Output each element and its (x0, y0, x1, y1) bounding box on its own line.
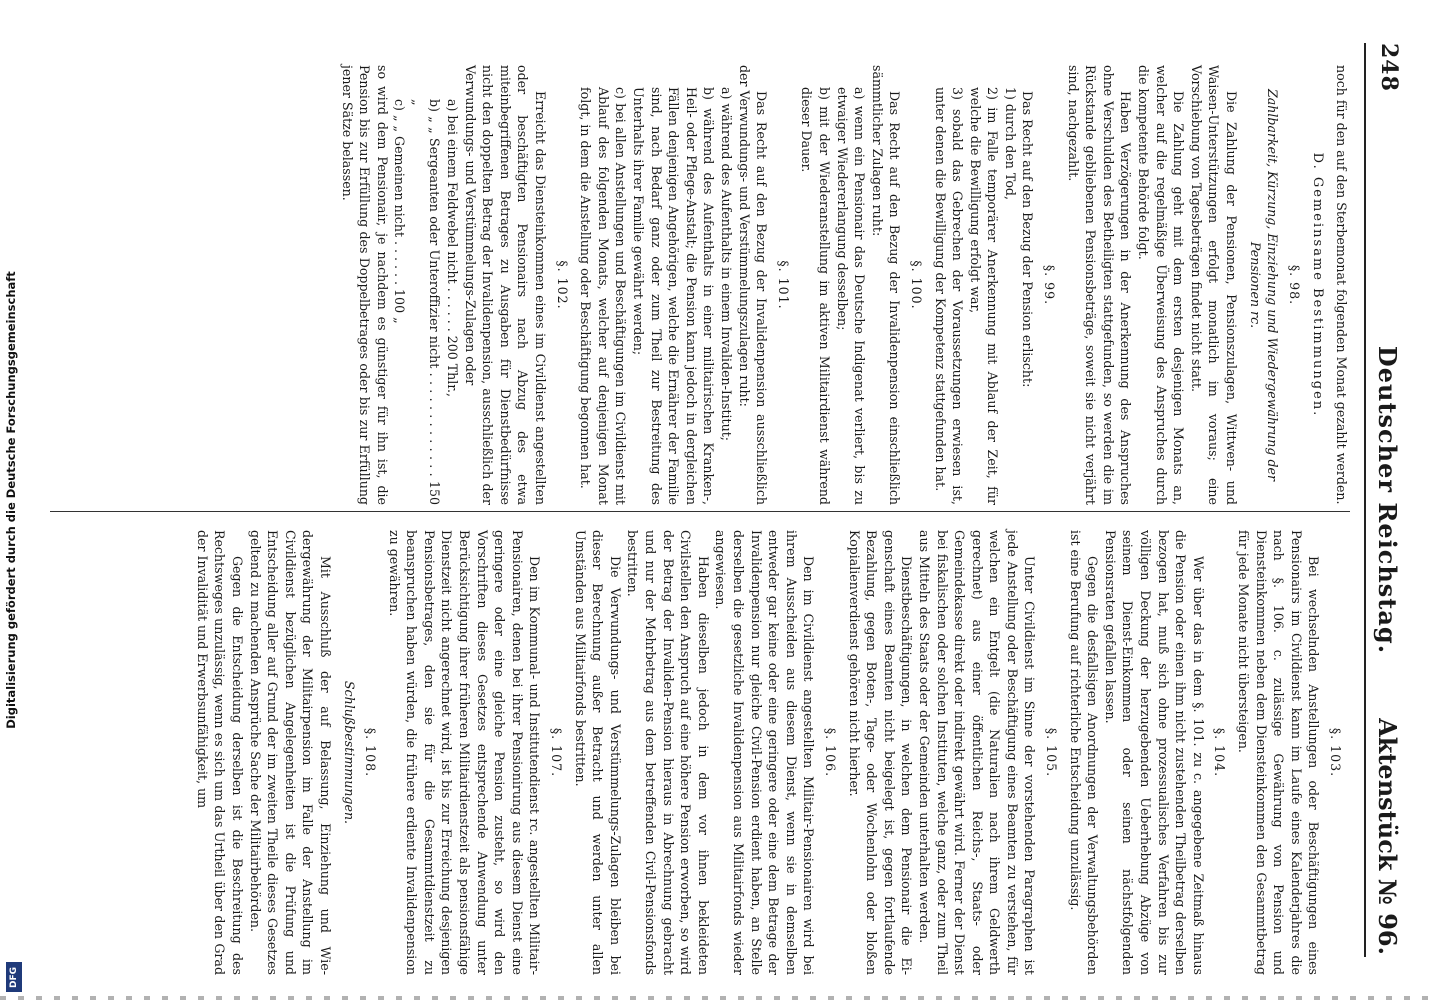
column-divider (50, 511, 1350, 512)
list-item: a) bei einem Feldwebel nicht . . . . . . 200 Thlr., (445, 99, 461, 397)
paragraph-text: Erreicht das Diensteinkommen eines im Civildienst angestellten oder beschäftigten Pensionairs nach Abzug des etwa miteinbegriffenen Betrages zu Ausgaben für Dienstbedürfnisse nicht den doppelten Betrag der Invalidenpension, ausschließlich der Verwundungs- und Verstümmelungs-Zulagen oder (462, 65, 549, 505)
header-rule (1363, 43, 1366, 957)
list-item: a) während des Aufenthalts in einem Invaliden-Institut; (719, 87, 734, 442)
paragraph-text: Gegen die Entscheidung derselben ist die Beschreitung des Rechtsweges unzulässig, wenn es sich um das Urtheil über den Grad der Invalidität und Erwerbsunfähigkeit, um (194, 530, 245, 975)
list-item: b) „ „ Sergeanten oder Unteroffizier nicht . . . . . . . . . . . . . 150 „ (409, 99, 443, 505)
paragraph-text: Das Recht auf den Bezug der Invalidenpension ausschließlich der Verwundungs- und Verstümmelungszulagen ruht: (736, 65, 770, 505)
paragraph-title: §. 106. (822, 727, 838, 778)
paragraph-title: §. 104. (1212, 727, 1228, 778)
document-page (26, 25, 1406, 975)
paragraph-text: so wird dem Pensionair, je nachdem es günstiger für ihn ist, die Pension bis zur Erfüllung des Doppelbetrages oder bis zur Erfüllung jener Sätze belassen. (339, 65, 390, 505)
list-item: a) wenn ein Pensionair das Deutsche Indigenat verliert, bis zu etwaiger Wiedererlangung desselben; (834, 87, 868, 505)
section-heading: D. Gemeinsame Bestimmungen. (1310, 152, 1326, 418)
digitization-credit: Digitalisierung gefördert durch die Deutsche Forschungsgemeinschaft (4, 271, 18, 729)
page-number: 248 (1376, 43, 1402, 92)
right-column (193, 530, 1350, 975)
list-item: 2) im Falle temporärer Anerkennung mit Ablauf der Zeit, für welche die Bewilligung erfolgt war, (967, 87, 1001, 505)
rotated-page (26, 25, 1406, 975)
paragraph-title: §. 100. (908, 260, 924, 310)
list-item: c) „ „ Gemeinen nicht . . . . . . 100 „ (392, 99, 408, 324)
intro-text: noch für den auf den Sterbemonat folgenden Monat gezahlt werden. (1334, 65, 1349, 505)
paragraph-text: Haben dieselben jedoch in dem vor ihnen bekleideten Civilstellen den Anspruch auf eine höhere Pension erworben, so wird der Betrag der Invaliden-Pension hieraus in Abrechnung gebracht und nur der Mehrbetrag aus dem betreffenden Civil-Pensionsfonds bestritten. (625, 530, 711, 975)
paragraph-title: §. 105. (1044, 727, 1060, 778)
paragraph-title: §. 98. (1286, 264, 1302, 306)
paragraph-text: Bei wechselnden Anstellungen oder Beschäftigungen eines Pensionairs im Civildienst kann im Laufe eines Kalenderjahres die nach §. 106. c. zulässige Gewährung von Pension und Diensteinkommen neben dem Diensteinkommen den Gesammtbetrag für jede Monate nicht übersteigen. (1236, 530, 1322, 975)
page-header (1354, 25, 1406, 975)
scan-edge-artifacts (0, 996, 1432, 1000)
dfg-logo-icon: DFG (6, 962, 22, 992)
paragraph-text: Mit Ausschluß der auf Belassung, Einziehung und Wiedergewährung der Militairpension im Falle der Anstellung im Civildienst bezüglichen Angelegenheiten ist die Prüfung und Entscheidung aller auf Grund der im zweiten Theile dieses Gesetzes geltend zu machenden Ansprüche Sache der Militairbehörden. (247, 530, 333, 975)
page-title: Deutscher Reichstag. (1373, 345, 1402, 655)
paragraph-text: Gegen die desfallsigen Anordnungen der Verwaltungsbehörden ist eine Berufung auf richterliche Entscheidung unzulässig. (1067, 530, 1101, 975)
list-item: b) während des Aufenthalts in einer militairischen Kranken-, Heil- oder Pflege-Anstalt; die Pension kann jedoch in dergleichen Fällen denjenigen Angehörigen, welche die Ernährer der Familie sind, nach Bedarf ganz oder zum Theil zur Bestreitung des Unterhalts ihrer Familie gewährt werden; (631, 87, 717, 505)
list-item: 3) sobald das Gebrechen der Voraussetzungen erwiesen ist, unter denen die Bewilligung der Kompetenz stattgefunden hat. (932, 87, 966, 505)
paragraph-title: §. 108. (363, 727, 379, 778)
paragraph-text: Das Recht auf den Bezug der Pension erlischt: (1020, 91, 1036, 388)
paragraph-title: §. 107. (549, 727, 565, 778)
paragraph-text: Den im Kommunal- und Institutendienst rc. angestellten Militair-Pensionairen, denen bei ihrer Pensionirung aus diesem Dienst eine geringere oder eine gleiche Pension zusteht, so wird den Vorschriften dieses Gesetzes entsprechende Anwendung unter Berücksichtigung ihrer früheren Militairdienstzeit als pensionsfähige Dienstzeit nicht angerechnet wird, ist bis zur Erreichung desjenigen Pensionsbetrages, den sie für die Gesammtdienstzeit zu beanspruchen haben würden, die frühere erdiente Invalidenpension zu gewähren. (386, 530, 543, 975)
paragraph-text: Haben Verzögerungen in der Anerkennung des Anspruches ohne Verschulden des Betheiligten stattgefunden, so werden die im Rückstande gebliebenen Pensionsbeträge, soweit sie nicht verjährt sind, nachgezahlt. (1065, 65, 1134, 505)
list-item: 1) durch den Tod, (1002, 87, 1018, 200)
left-column (338, 65, 1350, 505)
paragraph-title: §. 99. (1042, 264, 1058, 306)
annex-number: Aktenstück № 96. (1373, 718, 1402, 955)
paragraph-title: §. 102. (554, 260, 570, 310)
digitization-sidebar (0, 0, 30, 1000)
paragraph-title: §. 103. (1328, 727, 1343, 778)
paragraph-text: Dienstbeschäftigungen, in welchen dem Pensionair die Eigenschaft eines Beamten nicht beigelegt ist, gegen fortlaufende Bezahlung, gegen Boten-, Tage- oder Wochenlohn oder bloßen Kopialienverdienst gehören nicht hierher. (846, 530, 915, 975)
paragraph-subtitle: Zahlbarkeit, Kürzung, Einziehung und Wiedergewährung der Pensionen rc. (1247, 89, 1281, 481)
paragraph-text: Die Zahlung geht mit dem ersten desjenigen Monats an, welcher auf die regelmäßige Überweisung des Anspruches durch die kompetente Behörde folgt. (1136, 65, 1187, 505)
list-item: c) bei allen Anstellungen und Beschäftigungen im Civildienst mit Ablauf des folgenden Monats, welcher auf denjenigen Monat folgt, in dem die Anstellung oder Beschäftigung begonnen hat. (578, 87, 629, 505)
paragraph-text: Die Zahlung der Pensionen, Pensionszulagen, Wittwen- und Waisen-Unterstützungen erfolgt monatlich im voraus; eine Vorschiebung von Tagesbeträgen findet nicht statt. (1188, 65, 1240, 505)
paragraph-text: Den im Civildienst angestellten Militair-Pensionairen wird bei ihrem Ausscheiden aus diesem Dienst, wenn sie in demselben entweder gar keine oder eine geringere oder eine dem Betrage der Invalidenpension nur gleiche Civil-Pension erdient haben, an Stelle derselben die gesetzliche Invalidenpension aus Militairfonds wieder angewiesen. (713, 530, 817, 975)
paragraph-title: §. 101. (775, 260, 791, 310)
paragraph-text: Wer über das in dem §. 101. zu c. angegebene Zeitmaß hinaus die Pension oder einen ihm nicht zustehenden Theilbetrag derselben bezogen hat, muß sich ohne prozessualisches Verfahren bis zur völligen Deckung der herzugebenden Ueberhebung Abzüge von seinem Dienst-Einkommen oder seinen nächstfolgenden Pensionsraten gefallen lassen. (1102, 530, 1206, 975)
list-item: b) mit der Wiederanstellung im aktiven Militairdienst während dieser Dauer. (799, 87, 832, 505)
paragraph-text: Das Recht auf den Bezug der Invalidenpension einschließlich sämmtlicher Zulagen ruht: (869, 65, 903, 505)
paragraph-subtitle: Schlußbestimmungen. (341, 680, 357, 825)
paragraph-text: Die Verwundungs- und Verstümmelungs-Zulagen bleiben bei dieser Berechnung außer Betracht und werden unter allen Umständen aus Militairfonds bestritten. (572, 530, 623, 975)
paragraph-text: Unter Civildienst im Sinne der vorstehenden Paragraphen ist jede Anstellung oder Beschäftigung eines Beamten zu verstehen, für welchen ein Entgelt (die Naturalien nach ihrem Geldwerth gerechnet) aus einer öffentlichen Reichs-, Staats- oder Gemeindekasse direkt oder indirekt gewährt wird. Ferner der Dienst bei fiskalischen oder solchen Instituten, welche ganz, oder zum Theil aus Mitteln des Staats oder der Gemeinden unterhalten werden. (916, 530, 1038, 975)
